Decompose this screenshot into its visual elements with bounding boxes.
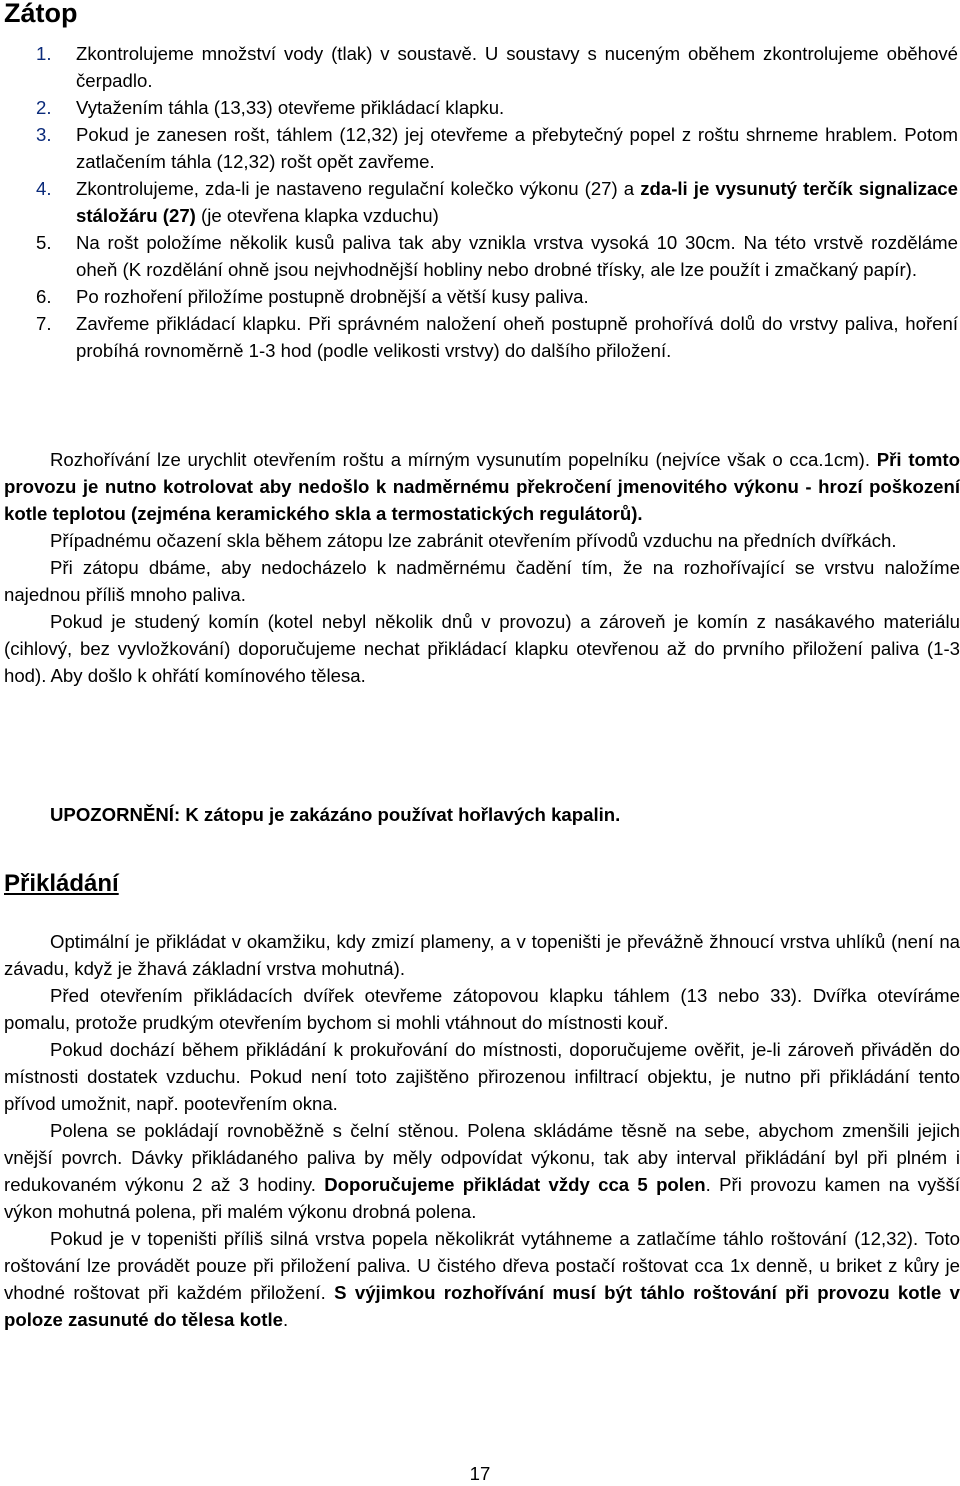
list-item-number: 7.	[36, 313, 52, 334]
paragraph	[4, 527, 960, 554]
page-number: 17	[469, 1463, 491, 1484]
warning-text: UPOZORNĚNÍ: K zátopu je zakázáno používat hořlavých kapalin.	[50, 804, 621, 825]
heading-zatop: Zátop	[4, 0, 78, 28]
text-run: Rozhořívání lze urychlit otevřením roštu a mírným vysunutím popelníku (nejvíce však o cca.1cm).	[50, 449, 877, 470]
list-item-text	[76, 232, 958, 280]
text-run: Pokud je studený komín (kotel nebyl několik dnů v provozu) a zároveň je komín z nasákavého materiálu (cihlový, bez vyvložkování) doporučujeme nechat přikládací klapku otevřenou až do prvního přiložení paliva (1-3 hod). Aby došlo k ohřátí komínového tělesa.	[4, 611, 960, 686]
text-run-bold: Doporučujeme přikládat vždy cca 5 polen	[324, 1174, 706, 1195]
list-item	[0, 121, 958, 175]
list-item-number: 4.	[36, 178, 52, 199]
text-run: . Při provozu kamen na vyšší výkon mohutná polena, při malém výkonu drobná polena.	[4, 1174, 960, 1222]
paragraph	[4, 1117, 960, 1225]
list-item	[0, 40, 958, 94]
list-item-text	[76, 97, 504, 118]
text-run: Pokud dochází během přikládání k prokuřování do místnosti, doporučujeme ověřit, je-li zároveň přiváděn do místnosti dostatek vzduchu. Pokud není toto zajištěno přirozenou infiltrací objektu, je nutno při přikládání tento přívod umožnit, např. pootevřením okna.	[4, 1039, 960, 1114]
list-item	[0, 229, 958, 283]
list-item-text	[76, 43, 958, 91]
text-run: Polena se pokládají rovnoběžně s čelní stěnou. Polena skládáme těsně na sebe, abychom zmenšili jejich vnější povrch. Dávky přikládaného paliva by měly odpovídat výkonu, tak aby interval přikládání byl při plném i redukovaném výkonu 2 až 3 hodiny.	[4, 1120, 960, 1195]
list-item-number: 6.	[36, 286, 52, 307]
list-item-number: 3.	[36, 124, 52, 145]
list-item-text	[76, 313, 958, 361]
list-item	[0, 94, 958, 121]
list-item-number: 2.	[36, 97, 52, 118]
heading-prikladani: Přikládání	[4, 870, 119, 897]
text-run: Na rošt položíme několik kusů paliva tak aby vznikla vrstva vysoká 10 30cm. Na této vrstvě rozděláme oheň (K rozdělání ohně jsou nejvhodnější hobliny nebo drobné třísky, ale lze použít i zmačkaný papír).	[76, 232, 958, 280]
list-item-text	[76, 124, 958, 172]
text-run: Pokud je zanesen rošt, táhlem (12,32) jej otevřeme a přebytečný popel z roštu shrneme hrablem. Potom zatlačením táhla (12,32) rošt opět zavřeme.	[76, 124, 958, 172]
text-run-bold: S výjimkou rozhořívání musí být táhlo roštování při provozu kotle v poloze zasunuté do tělesa kotle	[4, 1282, 960, 1330]
paragraph	[4, 982, 960, 1036]
text-run: Případnému očazení skla během zátopu lze zabránit otevřením přívodů vzduchu na předních dvířkách.	[50, 530, 897, 551]
paragraph	[4, 554, 960, 608]
paragraph	[4, 446, 960, 527]
paragraph	[4, 928, 960, 982]
text-run: Zkontrolujeme, zda-li je nastaveno regulační kolečko výkonu (27) a	[76, 178, 641, 199]
zatop-steps-list	[0, 40, 960, 364]
list-item-text	[76, 178, 958, 226]
text-run: Při zátopu dbáme, aby nedocházelo k nadměrnému čadění tím, že na rozhořívající se vrstvu naložíme najednou příliš mnoho paliva.	[4, 557, 960, 605]
text-run: Zavřeme přikládací klapku. Při správném naložení oheň postupně prohořívá dolů do vrstvy paliva, hoření probíhá rovnoměrně 1-3 hod (podle velikosti vrstvy) do dalšího přiložení.	[76, 313, 958, 361]
text-run: Zkontrolujeme množství vody (tlak) v soustavě. U soustavy s nuceným oběhem zkontrolujeme oběhové čerpadlo.	[76, 43, 958, 91]
zatop-paragraphs	[4, 446, 960, 689]
paragraph	[4, 1225, 960, 1333]
list-item-number: 1.	[36, 43, 52, 64]
prikladani-paragraphs	[4, 928, 960, 1333]
text-run: Před otevřením přikládacích dvířek otevřeme zátopovou klapku táhlem (13 nebo 33). Dvířka otevíráme pomalu, protože prudkým otevřením bychom si mohli vtáhnout do místnosti kouř.	[4, 985, 960, 1033]
text-run: Pokud je v topeništi příliš silná vrstva popela několikrát vytáhneme a zatlačíme táhlo roštování (12,32). Toto roštování lze provádět pouze při přiložení paliva. U čistého dřeva postačí roštovat cca 1x denně, u briket z kůry je vhodné roštovat při každém přiložení.	[4, 1228, 960, 1303]
list-item-text	[76, 286, 589, 307]
list-item	[0, 283, 958, 310]
text-run: Optimální je přikládat v okamžiku, kdy zmizí plameny, a v topeništi je převážně žhnoucí vrstva uhlíků (není na závadu, když je žhavá základní vrstva mohutná).	[4, 931, 960, 979]
text-run: Po rozhoření přiložíme postupně drobnější a větší kusy paliva.	[76, 286, 589, 307]
text-run-bold: Při tomto provozu je nutno kotrolovat aby nedošlo k nadměrnému překročení jmenovitého výkonu - hrozí poškození kotle teplotou (zejména keramického skla a termostatických regulátorů).	[4, 449, 960, 524]
list-item	[0, 175, 958, 229]
text-run: Vytažením táhla (13,33) otevřeme přikládací klapku.	[76, 97, 505, 118]
text-run-bold: zda-li je vysunutý terčík signalizace stáložáru (27)	[76, 178, 958, 226]
text-run: .	[282, 1309, 289, 1330]
paragraph	[4, 608, 960, 689]
text-run: (je otevřena klapka vzduchu)	[195, 205, 439, 226]
list-item-number: 5.	[36, 232, 52, 253]
list-item	[0, 310, 958, 364]
paragraph	[4, 1036, 960, 1117]
